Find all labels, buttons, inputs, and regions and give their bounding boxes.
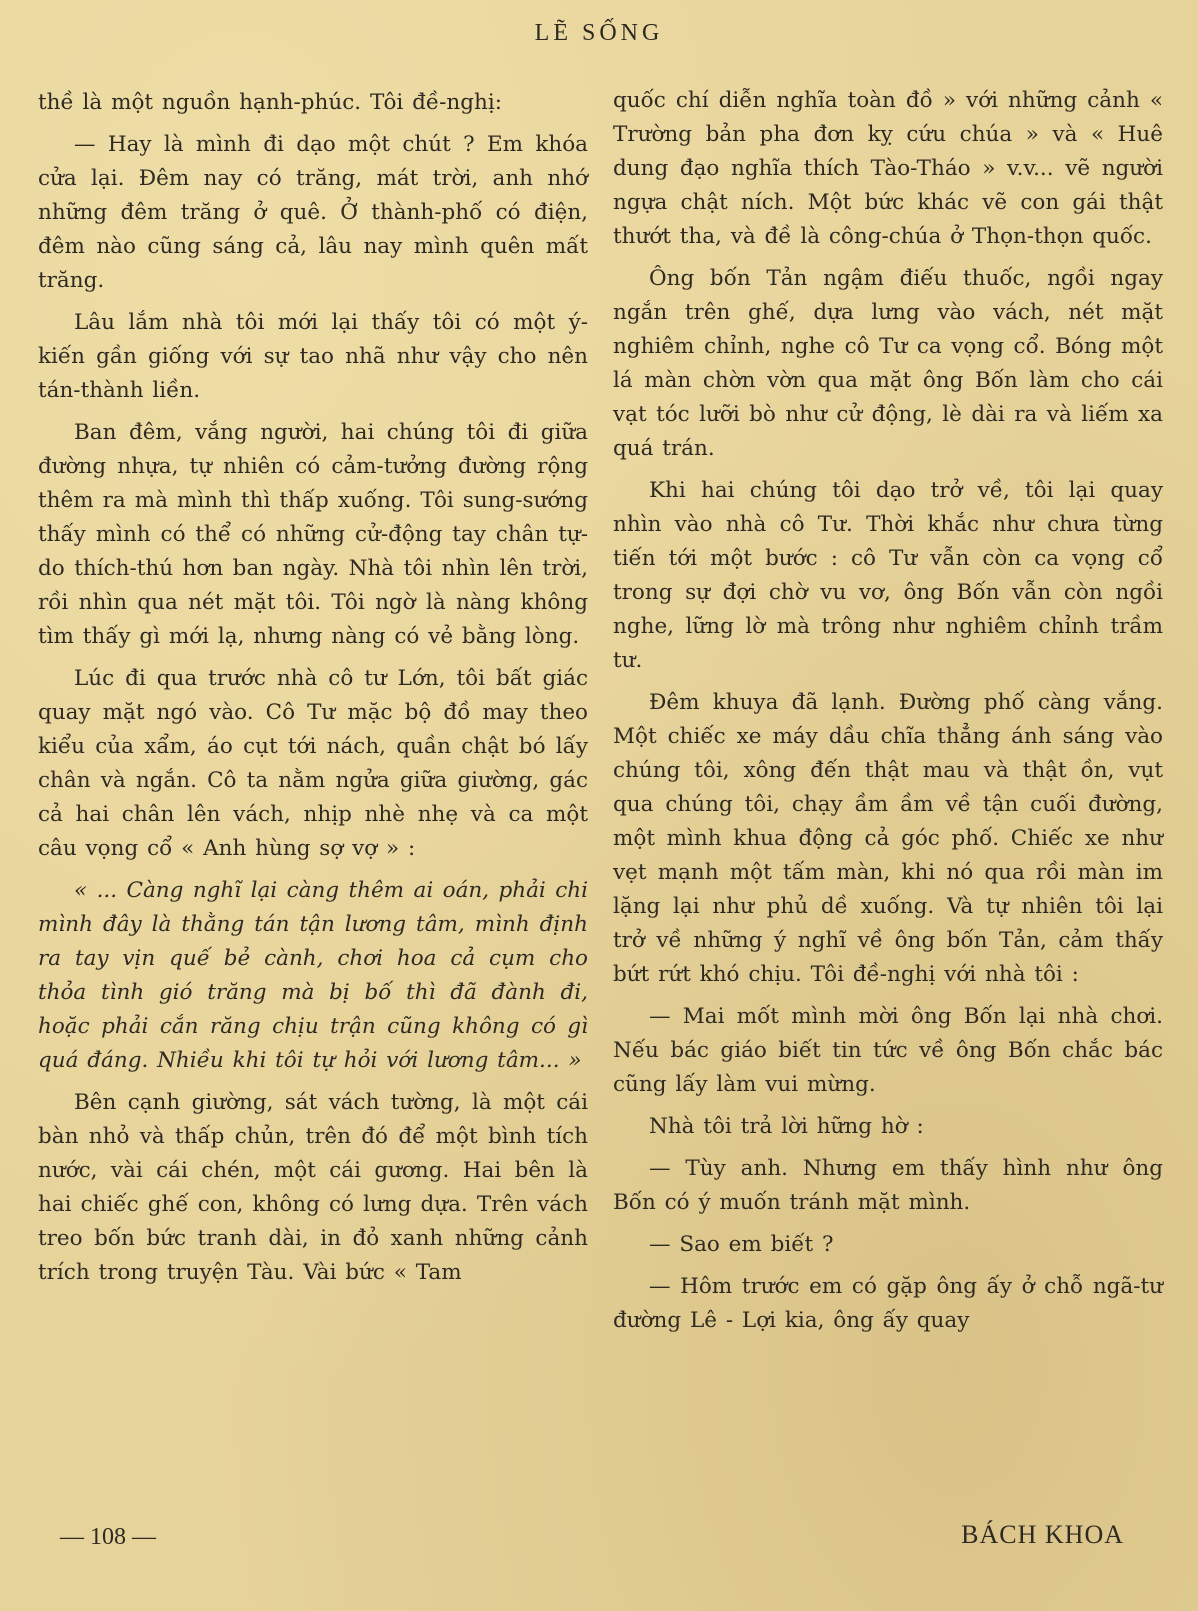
paragraph: — Hôm trước em có gặp ông ấy ở chỗ ngã-tư đường Lê - Lợi kia, ông ấy quay — [613, 1274, 1163, 1333]
paragraph: quốc chí diễn nghĩa toàn đồ » với những cảnh « Trường bản pha đơn kỵ cứu chúa » và « Huê dung đạo nghĩa thích Tào-Tháo » v.v... vẽ người ngựa chật ních. Một bức khác vẽ con gái thật thướt tha, và đề là công-chúa ở Thọn-thọn quốc. — [613, 88, 1163, 249]
paragraph: Đêm khuya đã lạnh. Đường phố càng vắng. Một chiếc xe máy dầu chĩa thẳng ánh sáng vào chúng tôi, xông đến thật mau và thật ồn, vụt qua chúng tôi, chạy ầm ầm về tận cuối đường, một mình khua động cả góc phố. Chiếc xe như vẹt mạnh một tấm màn, khi nó qua rồi màn im lặng lại như phủ dề xuống. Và tự nhiên tôi lại trở về những ý nghĩ về ông bốn Tản, cảm thấy bứt rứt khó chịu. Tôi đề-nghị với nhà tôi : — [613, 690, 1163, 987]
paragraph: Lâu lắm nhà tôi mới lại thấy tôi có một ý-kiến gần giống với sự tao nhã như vậy cho nên tán-thành liền. — [38, 310, 588, 403]
paragraph: Ông bốn Tản ngậm điếu thuốc, ngồi ngay ngắn trên ghế, dựa lưng vào vách, nét mặt nghiêm chỉnh, nghe cô Tư ca vọng cổ. Bóng một lá màn chờn vờn qua mặt ông Bốn làm cho cái vạt tóc lưỡi bò như cử động, lè dài ra và liếm xa quá trán. — [613, 266, 1163, 461]
paragraph: — Sao em biết ? — [649, 1232, 834, 1257]
paragraph: Khi hai chúng tôi dạo trở về, tôi lại quay nhìn vào nhà cô Tư. Thời khắc như chưa từng tiến tới một bước : cô Tư vẫn còn ca vọng cổ trong sự đợi chờ vu vơ, ông Bốn vẫn còn ngồi nghe, lững lờ mà trông như nghiêm chỉnh trầm tư. — [613, 478, 1163, 673]
paragraph: thề là một nguồn hạnh-phúc. Tôi đề-nghị: — [38, 90, 502, 115]
paragraph: — Mai mốt mình mời ông Bốn lại nhà chơi. Nếu bác giáo biết tin tức về ông Bốn chắc bác cũng lấy làm vui mừng. — [613, 1004, 1163, 1097]
paragraph: Ban đêm, vắng người, hai chúng tôi đi giữa đường nhựa, tự nhiên có cảm-tưởng đường rộng thêm ra mà mình thì thấp xuống. Tôi sung-sướng thấy mình có thể có những cử-động tay chân tự-do thích-thú hơn ban ngày. Nhà tôi nhìn lên trời, rồi nhìn qua nét mặt tôi. Tôi ngờ là nàng không tìm thấy gì mới lạ, nhưng nàng có vẻ bằng lòng. — [38, 420, 588, 649]
left-column — [38, 86, 588, 1298]
paragraph: Nhà tôi trả lời hững hờ : — [649, 1114, 924, 1139]
paragraph: Bên cạnh giường, sát vách tường, là một cái bàn nhỏ và thấp chủn, trên đó để một bình tích nước, vài cái chén, một cái gương. Hai bên là hai chiếc ghế con, không có lưng dựa. Trên vách treo bốn bức tranh dài, in đỏ xanh những cảnh trích trong truyện Tàu. Vài bức « Tam — [38, 1090, 588, 1285]
paragraph: — Hay là mình đi dạo một chút ? Em khóa cửa lại. Đêm nay có trăng, mát trời, anh nhớ những đêm trăng ở quê. Ở thành-phố có điện, đêm nào cũng sáng cả, lâu nay mình quên mất trăng. — [38, 132, 588, 293]
running-header: LẼ SỐNG — [534, 20, 664, 46]
right-column — [613, 84, 1163, 1346]
magazine-name: BÁCH KHOA — [961, 1520, 1124, 1549]
paragraph: — Tùy anh. Nhưng em thấy hình như ông Bốn có ý muốn tránh mặt mình. — [613, 1156, 1163, 1215]
page-number: — 108 — — [60, 1524, 156, 1550]
paragraph: Lúc đi qua trước nhà cô tư Lớn, tôi bất giác quay mặt ngó vào. Cô Tư mặc bộ đồ may theo kiểu của xẩm, áo cụt tới nách, quần chật bó lấy chân và ngắn. Cô ta nằm ngửa giữa giường, gác cả hai chân lên vách, nhịp nhè nhẹ và ca một câu vọng cổ « Anh hùng sợ vợ » : — [38, 666, 588, 861]
song-quote: « ... Càng nghĩ lại càng thêm ai oán, phải chi mình đây là thằng tán tận lương tâm, mình định ra tay vịn quế bẻ cành, chơi hoa cả cụm cho thỏa tình gió trăng mà bị bố thì đã đành đi, hoặc phải cắn răng chịu trận cũng không có gì quá đáng. Nhiều khi tôi tự hỏi với lương tâm... » — [38, 878, 588, 1073]
